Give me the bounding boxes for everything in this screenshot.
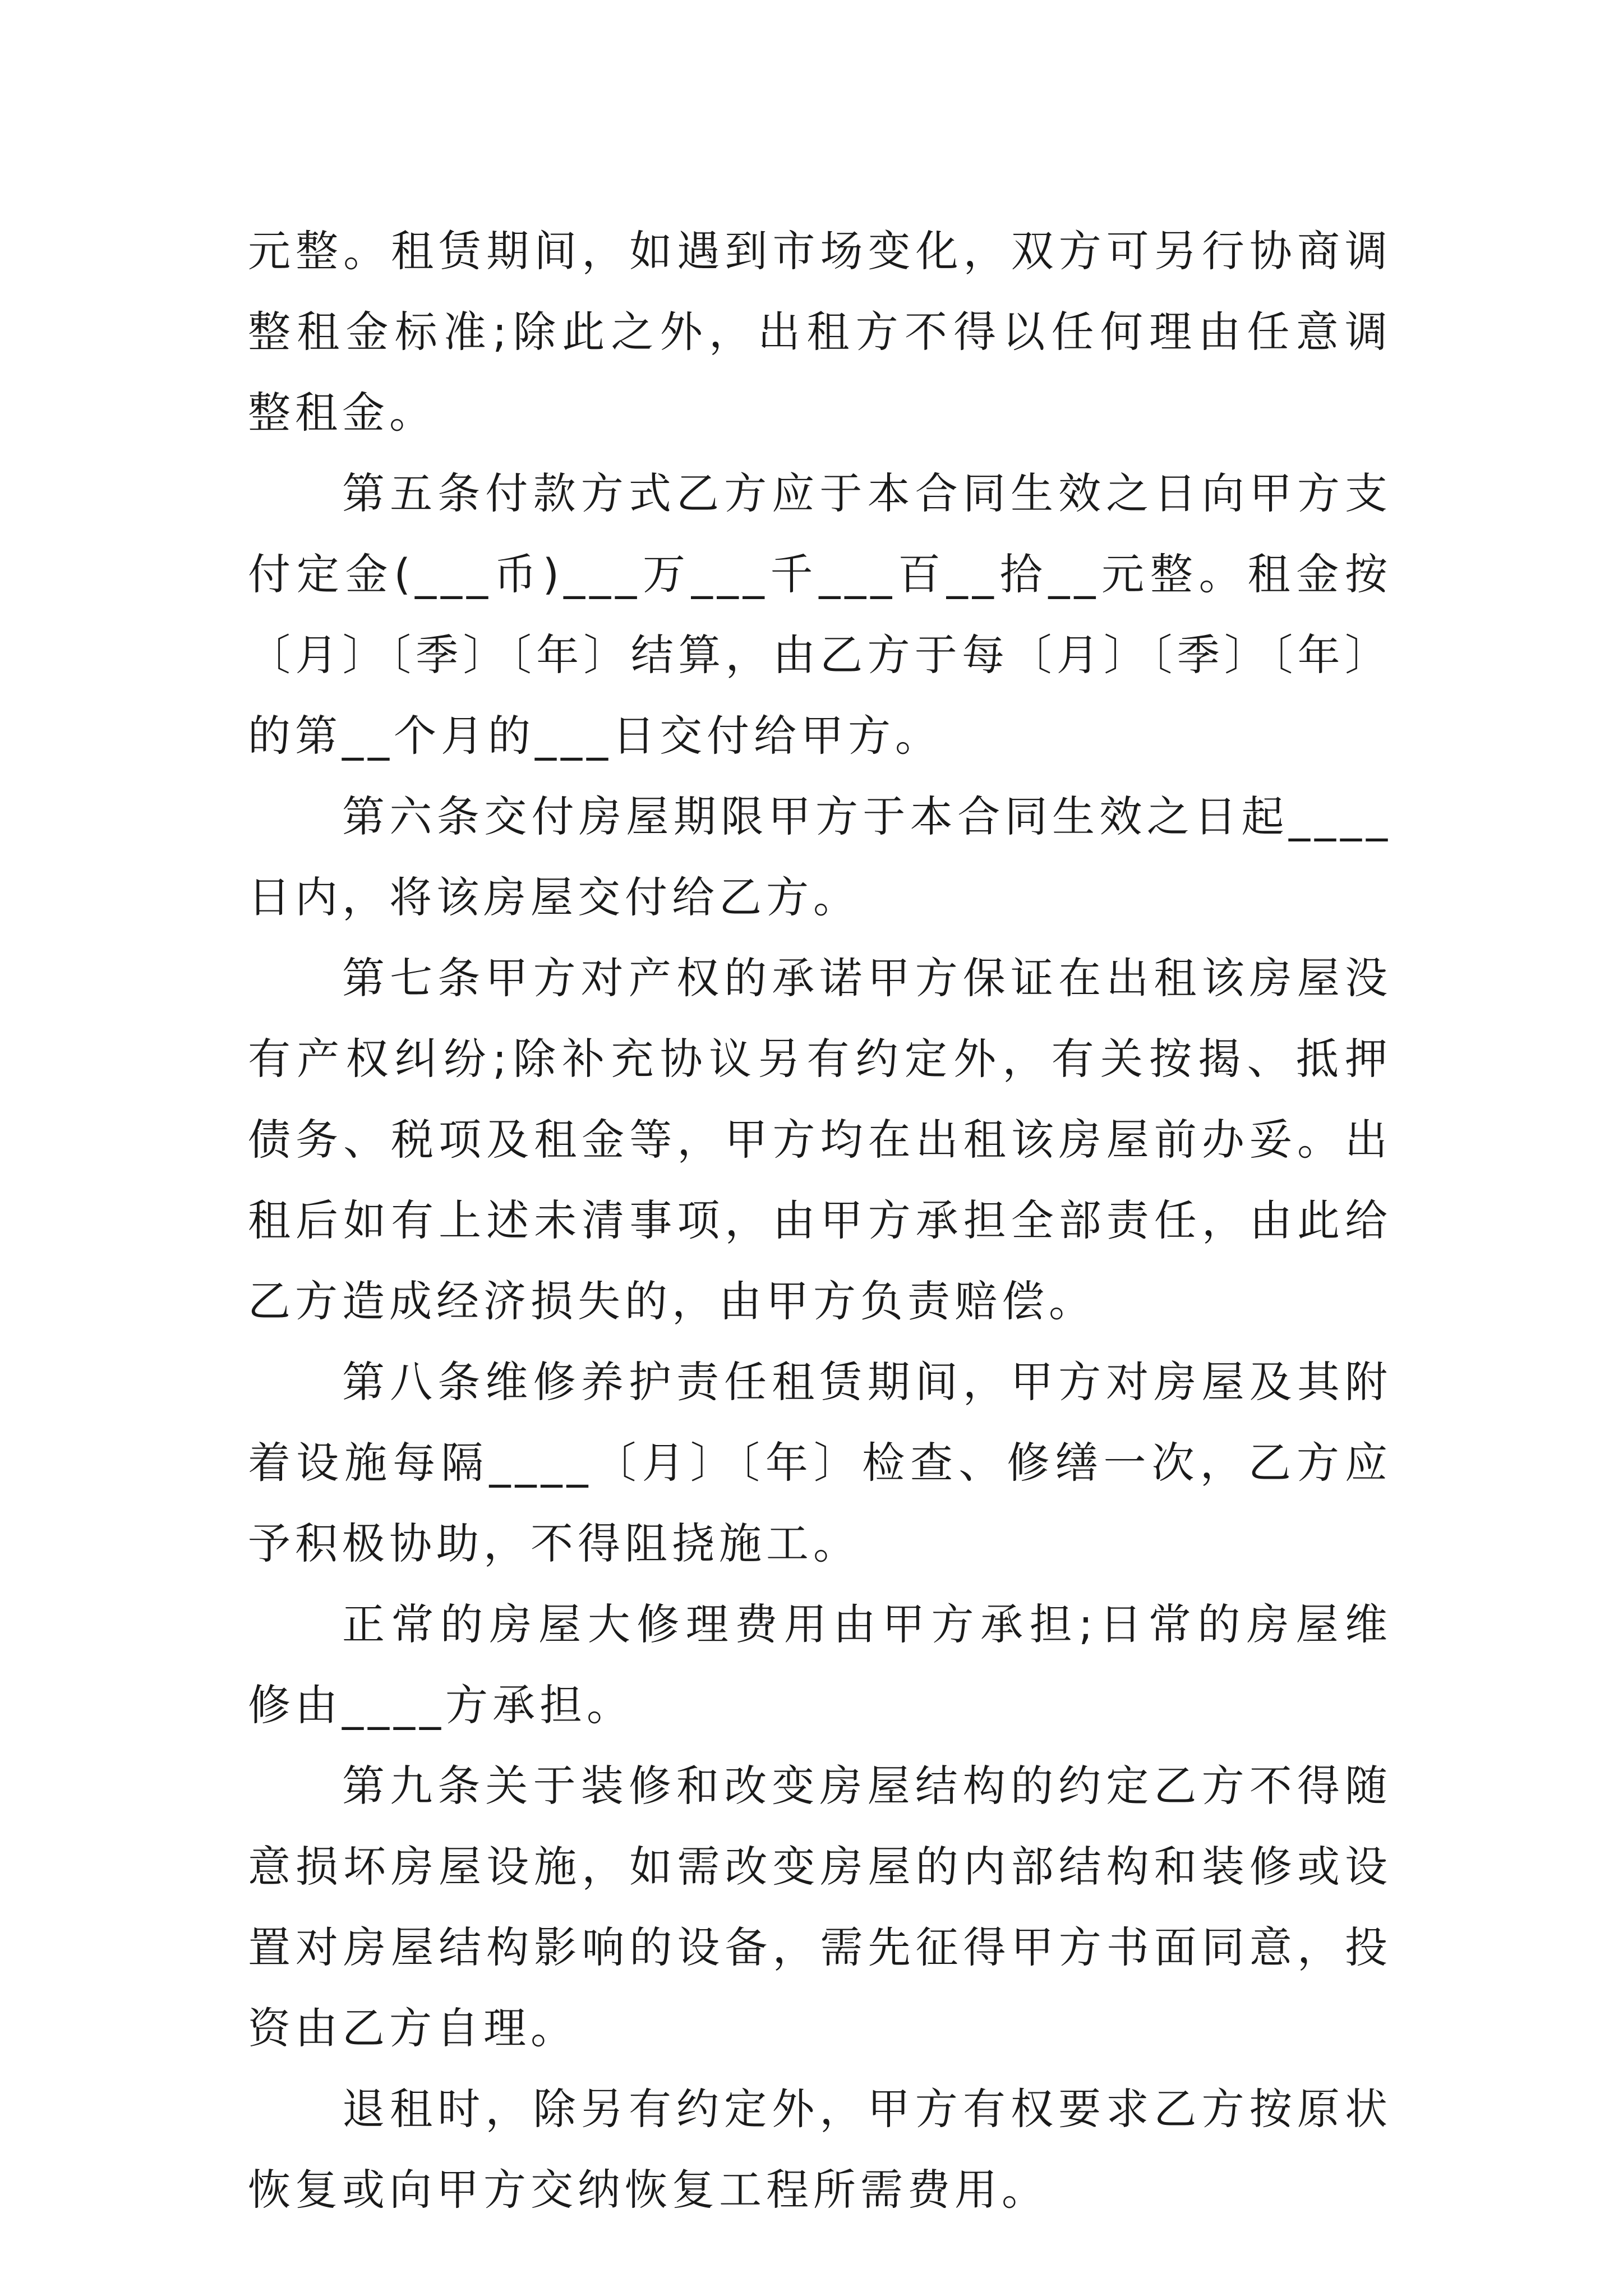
paragraph-article-9-renovation: 第九条关于装修和改变房屋结构的约定乙方不得随意损坏房屋设施，如需改变房屋的内部结构和装修或设置对房屋结构影响的设备，需先征得甲方书面同意，投资由乙方自理。: [248, 1761, 1392, 2053]
paragraph-article-6-delivery: 第六条交付房屋期限甲方于本合同生效之日起____日内，将该房屋交付给乙方。: [248, 792, 1392, 922]
paragraph-article-7-property-rights: 第七条甲方对产权的承诺甲方保证在出租该房屋没有产权纠纷;除补充协议另有约定外，有关按揭、抵押债务、税项及租金等，甲方均在出租该房屋前办妥。出租后如有上述未清事项，由甲方承担全部责任，由此给乙方造成经济损失的，由甲方负责赔偿。: [248, 953, 1392, 1326]
document-page: [248, 211, 1392, 2230]
paragraph-article-5-payment: 第五条付款方式乙方应于本合同生效之日向甲方支付定金(___币)___万___千___百__拾__元整。租金按〔月〕〔季〕〔年〕结算，由乙方于每〔月〕〔季〕〔年〕的第__个月的___日交付给甲方。: [248, 468, 1392, 761]
paragraph-repair-costs: 正常的房屋大修理费用由甲方承担;日常的房屋维修由____方承担。: [248, 1599, 1392, 1730]
paragraph-article-8-maintenance: 第八条维修养护责任租赁期间，甲方对房屋及其附着设施每隔____〔月〕〔年〕检查、修缮一次，乙方应予积极协助，不得阻挠施工。: [248, 1357, 1392, 1568]
paragraph-rent-continuation: 元整。租赁期间，如遇到市场变化，双方可另行协商调整租金标准;除此之外，出租方不得以任何理由任意调整租金。: [248, 226, 1392, 438]
paragraph-lease-termination: 退租时，除另有约定外，甲方有权要求乙方按原状恢复或向甲方交纳恢复工程所需费用。: [248, 2084, 1392, 2215]
